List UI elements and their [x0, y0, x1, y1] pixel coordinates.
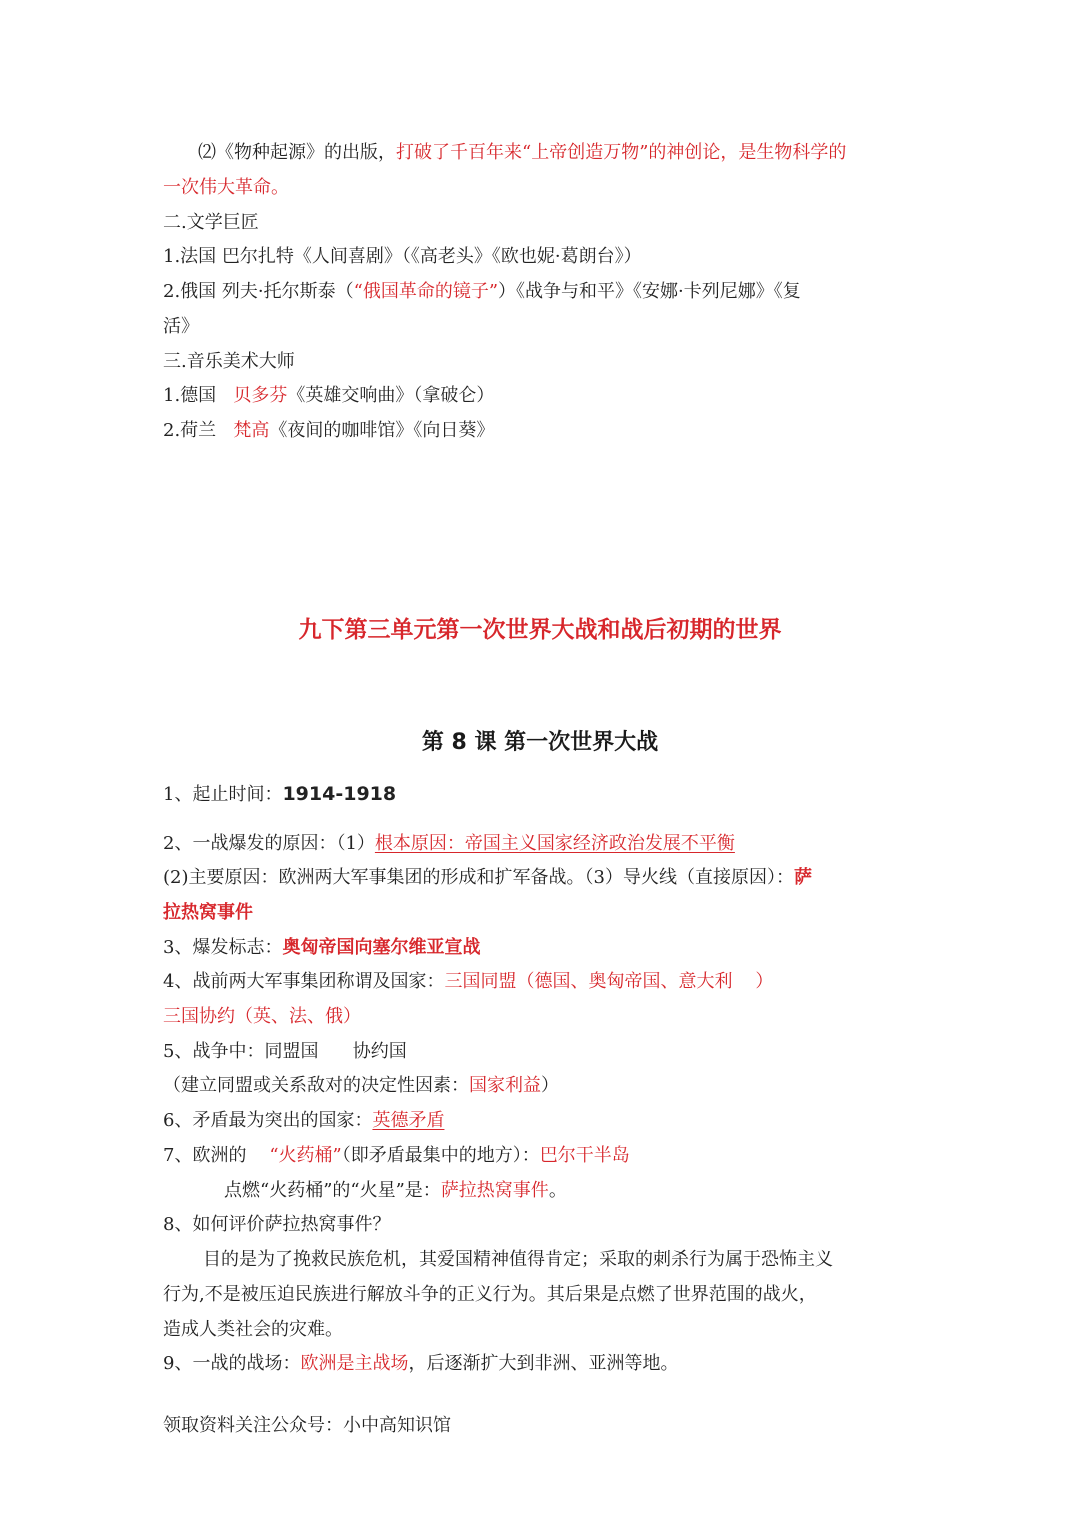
- text: 2.荷兰: [163, 420, 234, 441]
- text: 9、一战的战场：: [163, 1353, 301, 1374]
- text: 点燃“火药桶”的“火星”是：: [224, 1180, 441, 1201]
- text: 1.德国: [163, 385, 234, 406]
- item-8-paragraph-1: 目的是为了挽救民族危机，其爱国精神值得肯定；采取的刺杀行为属于恐怖主义: [203, 1249, 833, 1270]
- highlight-text: “俄国革命的镜子”: [353, 281, 499, 302]
- text: (2)主要原因：欧洲两大军事集团的形成和扩军备战。（3）导火线（直接原因）：: [163, 867, 794, 888]
- section-heading-literature: 二.文学巨匠: [163, 212, 259, 233]
- highlight-text: 国家利益: [469, 1075, 541, 1096]
- item-4: [163, 970, 773, 994]
- text: 6、矛盾最为突出的国家：: [163, 1110, 373, 1131]
- item-3: [163, 936, 480, 960]
- lesson-title: 第 8 课 第一次世界大战: [421, 730, 659, 755]
- highlight-text: 欧洲是主战场: [300, 1353, 409, 1374]
- item-7-cont: [224, 1179, 567, 1203]
- literature-item-1: 1.法国 巴尔扎特《人间喜剧》（《高老头》《欧也妮·葛朗台》）: [163, 246, 642, 267]
- text: 4、战前两大军事集团称谓及国家：: [163, 971, 445, 992]
- item-5-cont: [163, 1074, 559, 1098]
- highlight-text: “火药桶”: [269, 1145, 342, 1166]
- text: 《英雄交响曲》（拿破仑）: [287, 385, 495, 406]
- unit-title: 九下第三单元第一次世界大战和战后初期的世界: [298, 617, 782, 643]
- item-2: [163, 832, 735, 856]
- text: 3、爆发标志：: [163, 937, 283, 958]
- highlight-text: 奥匈帝国向塞尔维亚宣战: [282, 937, 481, 958]
- highlight-text: 贝多芬: [233, 385, 288, 406]
- highlight-text: 根本原因：帝国主义国家经济政治发展不平衡: [374, 833, 735, 854]
- highlight-text: 萨拉热窝事件: [440, 1180, 549, 1201]
- dates-value: 1914-1918: [282, 783, 397, 805]
- origin-of-species-line: [198, 141, 846, 165]
- text: 7、欧洲的: [163, 1145, 270, 1166]
- highlight-text: 打破了千百年来“上帝创造万物”的神创论，是生物科学的: [396, 142, 847, 163]
- item-4-cont: 三国协约（英、法、俄）: [163, 1006, 361, 1027]
- text: 2、一战爆发的原因：（1）: [163, 833, 375, 854]
- footer-note: 领取资料关注公众号：小中高知识馆: [163, 1415, 451, 1436]
- item-7: [163, 1144, 630, 1168]
- item-8-paragraph-2: 行为,不是被压迫民族进行解放斗争的正义行为。其后果是点燃了世界范围的战火，: [163, 1284, 817, 1305]
- text: 。: [548, 1180, 567, 1201]
- text: ⑵《物种起源》的出版，: [198, 142, 396, 163]
- item-2-cont: [163, 866, 812, 890]
- text: （即矛盾最集中的地方）：: [341, 1145, 540, 1166]
- highlight-text: 梵高: [233, 420, 270, 441]
- item-6: [163, 1109, 444, 1133]
- item-1: [163, 782, 396, 807]
- literature-item-2-cont: 活》: [163, 316, 199, 337]
- text: ）《战争与和平》《安娜·卡列尼娜》《复: [498, 281, 801, 302]
- highlight-text: 萨: [793, 867, 812, 888]
- art-item-2: [163, 419, 494, 443]
- highlight-text: 巴尔干半岛: [539, 1145, 630, 1166]
- text: ）: [541, 1075, 559, 1096]
- item-9: [163, 1352, 678, 1376]
- text: 1、起止时间：: [163, 784, 283, 805]
- text: ，后逐渐扩大到非洲、亚洲等地。: [408, 1353, 679, 1374]
- highlight-text: 英德矛盾: [372, 1110, 445, 1131]
- section-heading-music-art: 三.音乐美术大师: [163, 351, 295, 372]
- text: 2.俄国 列夫·托尔斯泰（: [163, 281, 354, 302]
- highlight-text: 三国同盟（德国、奥匈帝国、意大利 ）: [444, 971, 774, 992]
- item-8: 8、如何评价萨拉热窝事件？: [163, 1214, 391, 1235]
- text: 《夜间的咖啡馆》《向日葵》: [269, 420, 495, 441]
- text: （建立同盟或关系敌对的决定性因素：: [163, 1075, 469, 1096]
- origin-of-species-line-cont: 一次伟大革命。: [163, 177, 289, 198]
- item-5: 5、战争中：同盟国 协约国: [163, 1041, 407, 1062]
- item-2-cont-2: 拉热窝事件: [163, 902, 253, 923]
- literature-item-2: [163, 280, 801, 304]
- item-8-paragraph-3: 造成人类社会的灾难。: [163, 1319, 343, 1340]
- music-item-1: [163, 384, 494, 408]
